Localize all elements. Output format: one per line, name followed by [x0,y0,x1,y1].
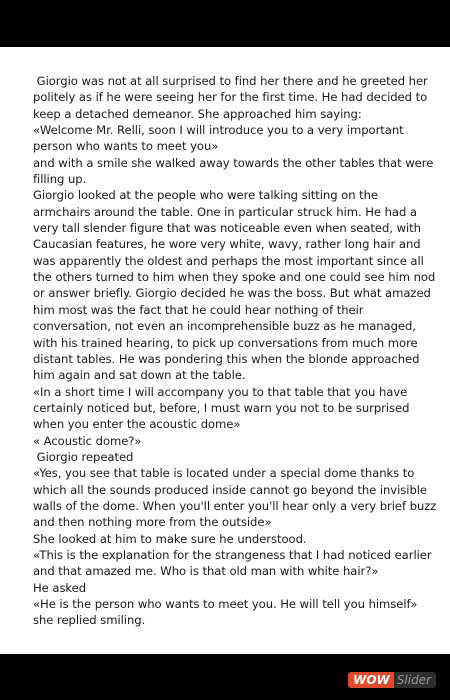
paragraph: «Welcome Mr. Relli, soon I will introduce you to a very important person who wants to meet you» [33,123,408,154]
paragraph: she replied smiling. [33,613,146,628]
paragraph: «In a short time I will accompany you to that table that you have certainly noticed but, before, I must warn you not to be surprised when you enter the acoustic dome» [33,384,414,432]
wowslider-watermark [348,672,436,688]
paragraph: « Acoustic dome?» [33,433,142,448]
document-page [0,47,450,654]
story-text [33,73,440,629]
paragraph: Giorgio looked at the people who were talking sitting on the armchairs around the table. One in particular struck him. He had a very tall slender figure that was noticeable even when seated, with Caucasian features, he wore very white, wavy, rather long hair and was apparently the oldest and perhaps the most important since all the others turned to him when they spoke and one could see him nod or answer briefly. Giorgio decided he was the boss. But what amazed him most was the fact that he could hear nothing of their conversation, not even an incomprehensible buzz as he managed, with his trained hearing, to pick up conversations from much more distant tables. He was pondering this when the blonde approached him again and sat down at the table. [33,188,439,383]
paragraph: «This is the explanation for the strangeness that I had noticed earlier and that amazed me. Who is that old man with white hair?» [33,547,436,579]
watermark-slider: Slider [394,672,436,688]
paragraph: «Yes, you see that table is located under a special dome thanks to which all the sounds produced inside cannot go beyond the invisible walls of the dome. When you'll enter you'll hear only a very brief buzz and then nothing more from the outside» [33,466,440,530]
watermark-wow: WOW [348,672,394,688]
paragraph: «He is the person who wants to meet you. He will tell you himself» [33,597,418,611]
paragraph: He asked [33,580,87,595]
paragraph: Giorgio repeated [33,449,134,464]
paragraph: and with a smile she walked away towards the other tables that were filling up. [33,155,437,187]
paragraph: Giorgio was not at all surprised to find her there and he greeted her politely as if he were seeing her for the first time. He had decided to keep a detached demeanor. She approached him saying: [33,74,432,121]
paragraph: She looked at him to make sure he understood. [33,531,307,546]
